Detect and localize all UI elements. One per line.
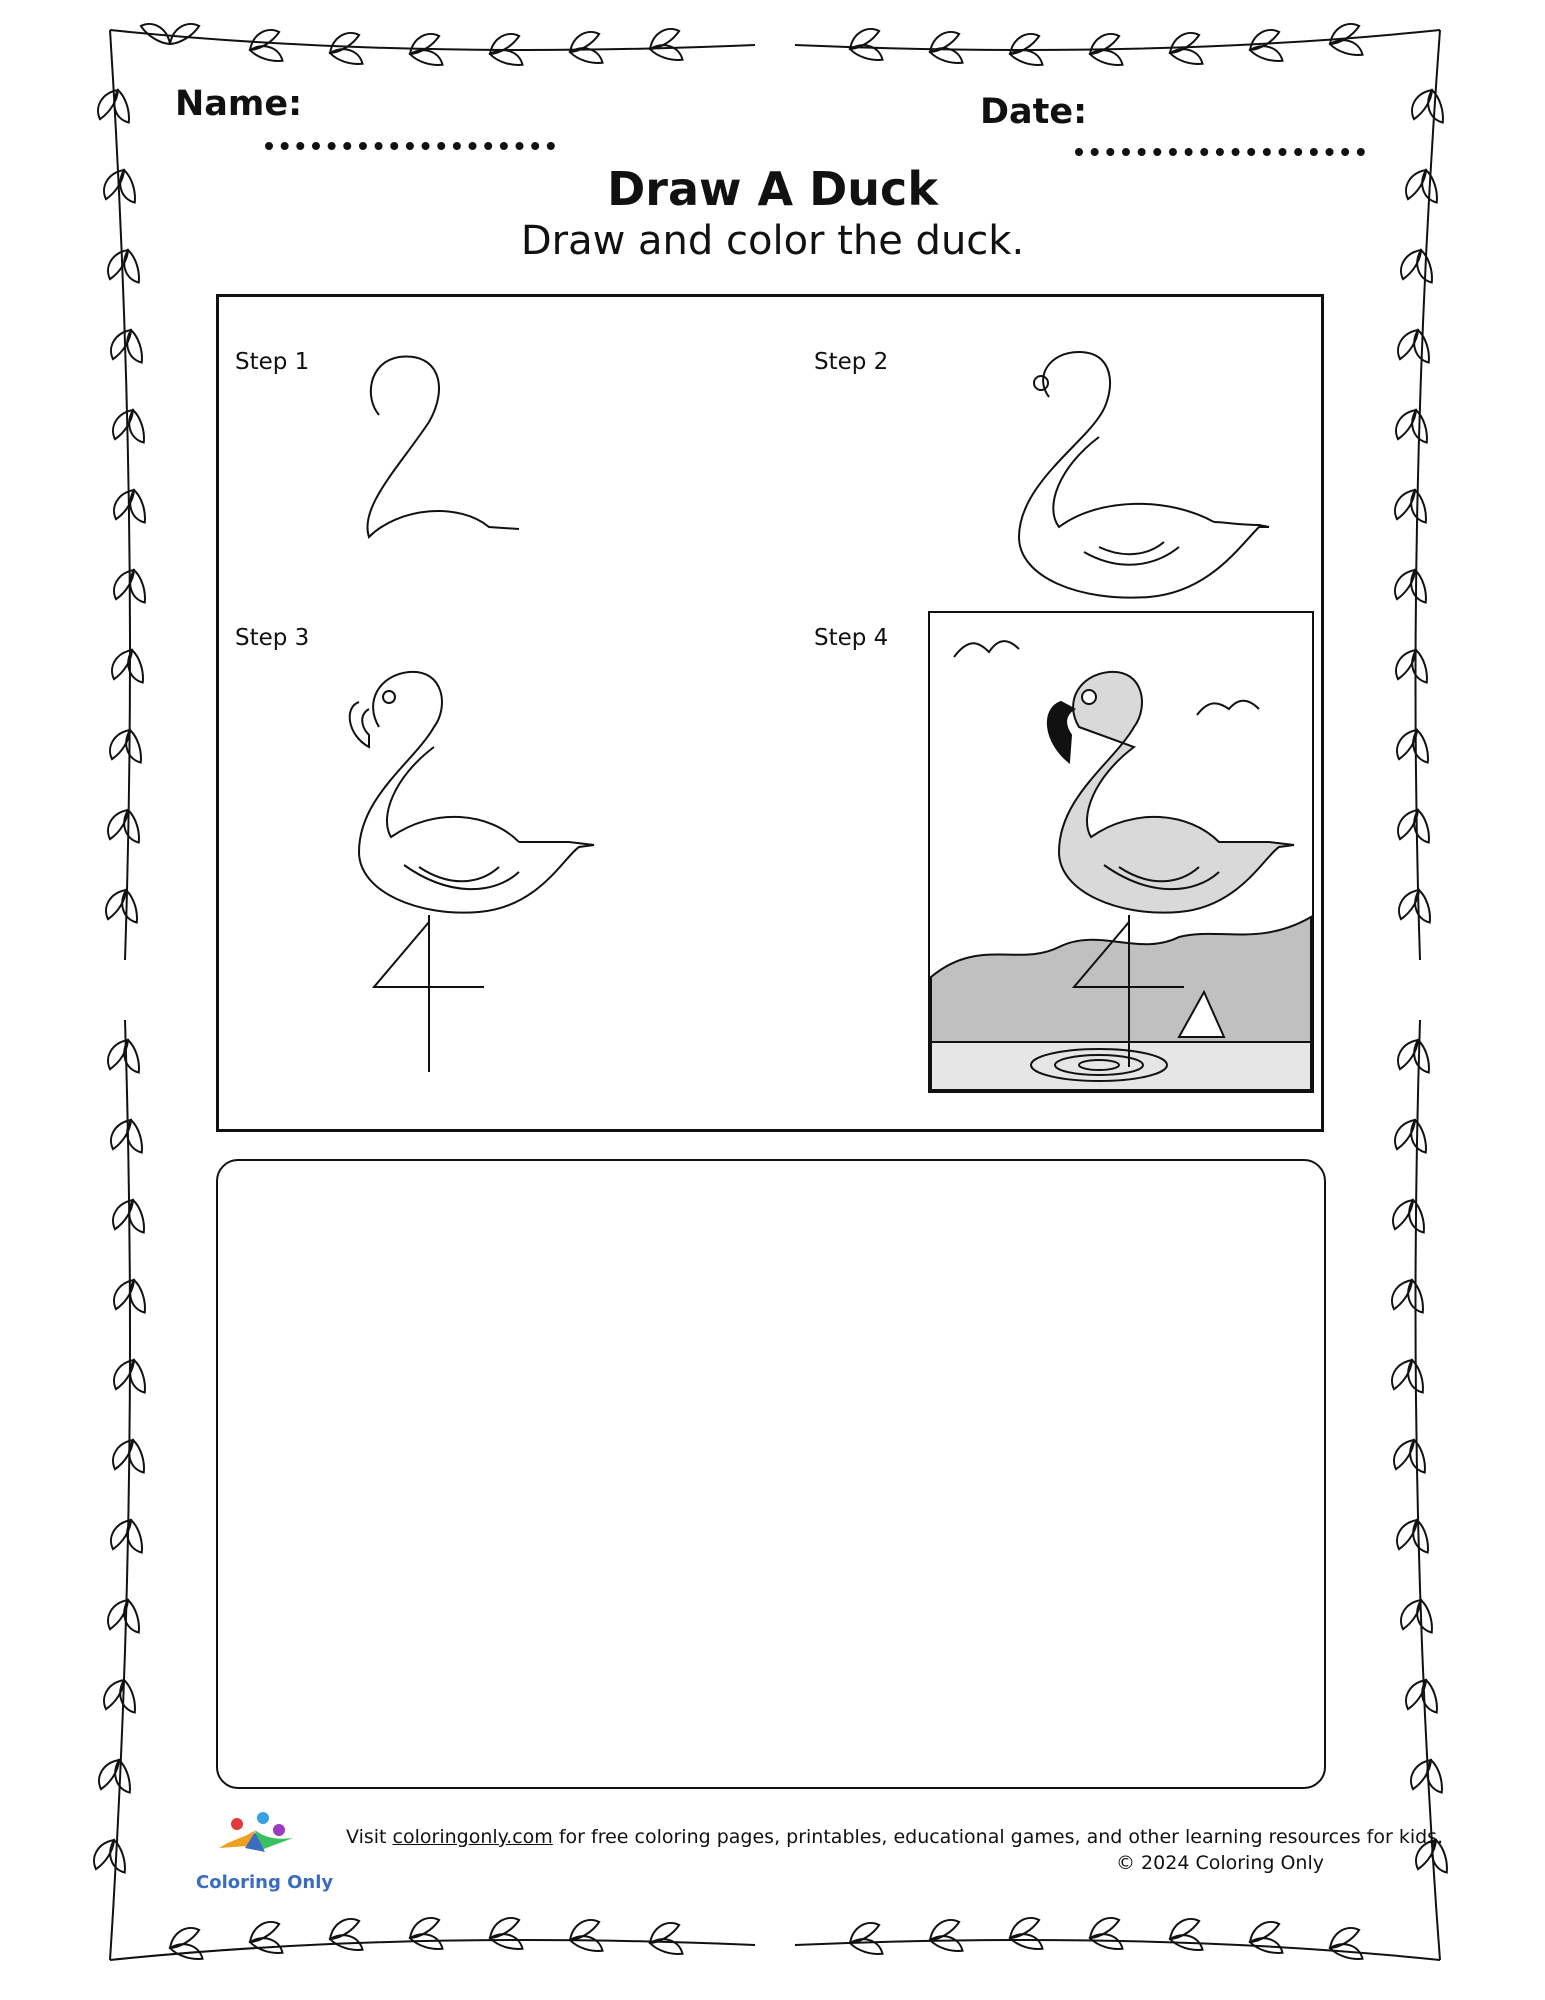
- step-3-label: Step 3: [235, 625, 310, 651]
- steps-panel: [216, 294, 1324, 1132]
- drawing-area[interactable]: [216, 1159, 1326, 1789]
- step-4-label: Step 4: [814, 625, 889, 651]
- step-2-label: Step 2: [814, 349, 889, 375]
- coloring-only-logo-icon: [215, 1808, 297, 1868]
- step-4-scene: [929, 612, 1313, 1092]
- step-1-label: Step 1: [235, 349, 310, 375]
- worksheet-instruction: Draw and color the duck.: [520, 218, 1025, 264]
- name-write-line[interactable]: [265, 142, 555, 150]
- step-1-drawing: [367, 357, 519, 537]
- copyright-text: © 2024 Coloring Only: [1116, 1852, 1324, 1874]
- step-3-drawing: [350, 672, 594, 1072]
- logo-text: Coloring Only: [196, 1872, 334, 1893]
- step-2-drawing: [1019, 352, 1269, 598]
- footer-visit-suffix: for free coloring pages, printables, educational games, and other learning resources for kids.: [552, 1826, 1444, 1848]
- site-link[interactable]: coloringonly.com: [392, 1826, 553, 1848]
- worksheet-title: Draw A Duck: [607, 162, 938, 216]
- footer-visit-prefix: Visit: [346, 1826, 393, 1848]
- date-label: Date:: [980, 92, 1088, 132]
- footer-visit-text: [346, 1826, 1443, 1848]
- date-write-line[interactable]: [1075, 148, 1365, 156]
- name-label: Name:: [175, 84, 303, 124]
